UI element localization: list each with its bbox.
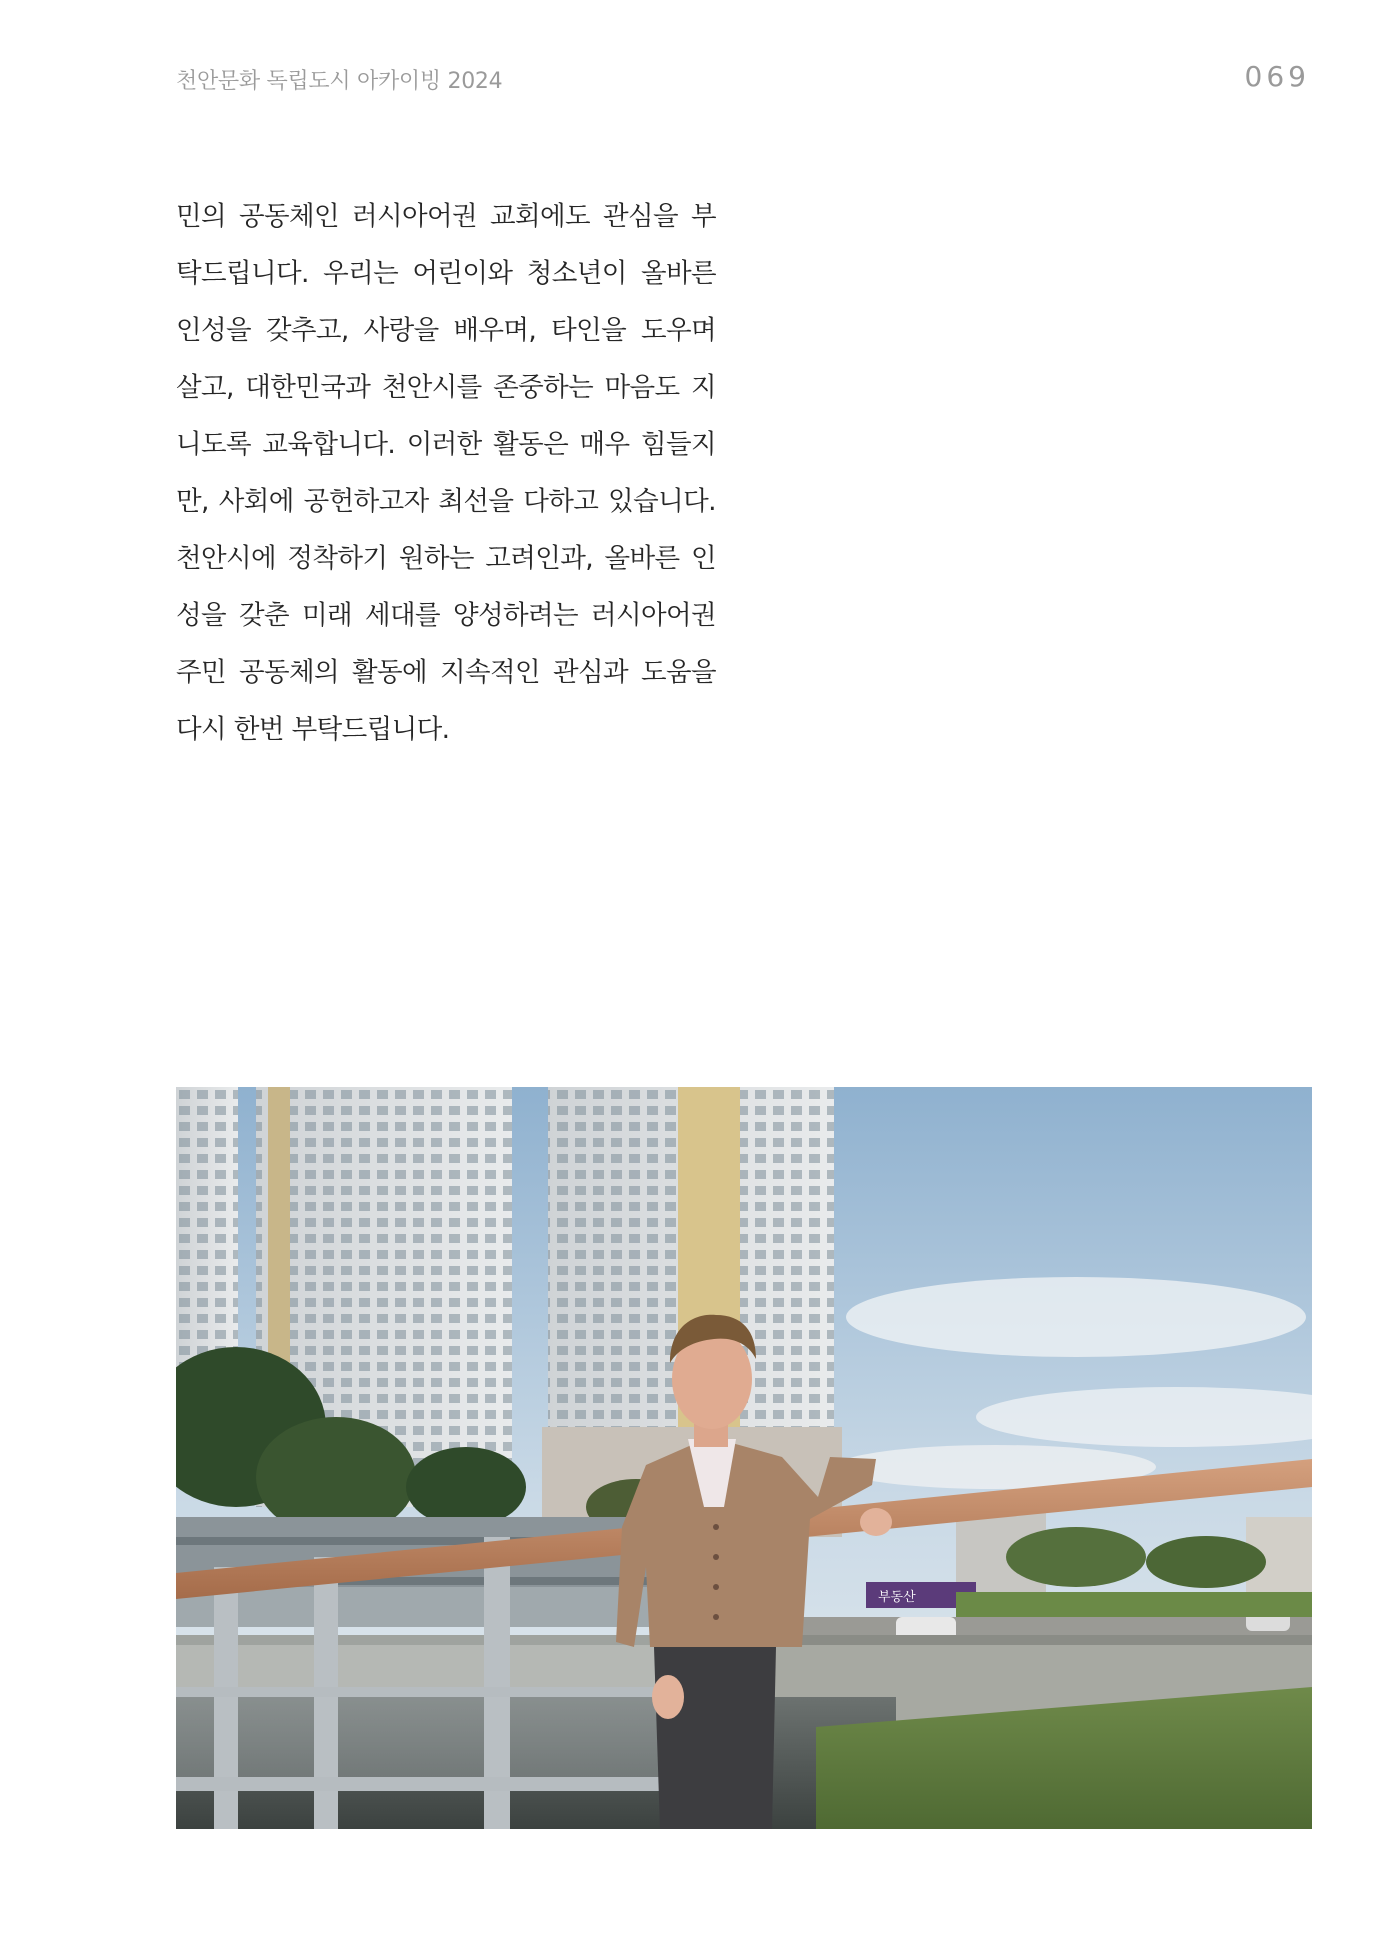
body-paragraph (176, 188, 716, 758)
portrait-photo (176, 1087, 1312, 1829)
fence-rail-middle (176, 1687, 696, 1697)
person-trousers (654, 1647, 776, 1829)
body-line: 탁드립니다. 우리는 어린이와 청소년이 올바른 (176, 258, 716, 289)
body-line: 만, 사회에 공헌하고자 최선을 다하고 있습니다. (176, 486, 716, 517)
page-number: 069 (1244, 60, 1310, 93)
shop-sign-label: 부동산 (878, 1590, 916, 1605)
grass-distant (956, 1592, 1312, 1617)
photo-illustration (176, 1087, 1312, 1829)
body-line: 니도록 교육합니다. 이러한 활동은 매우 힘들지 (176, 429, 716, 460)
running-header-title: 천안문화 독립도시 아카이빙 2024 (176, 69, 503, 94)
tree (1146, 1536, 1266, 1588)
body-line: 다시 한번 부탁드립니다. (176, 714, 450, 745)
body-line: 인성을 갖추고, 사랑을 배우며, 타인을 도우며 (176, 315, 716, 346)
cloud (846, 1277, 1306, 1357)
person-hand (860, 1508, 892, 1536)
fence-rail-lower (176, 1777, 696, 1791)
body-line: 주민 공동체의 활동에 지속적인 관심과 도움을 (176, 657, 716, 688)
body-line: 천안시에 정착하기 원하는 고려인과, 올바른 인 (176, 543, 716, 574)
body-line: 민의 공동체인 러시아어권 교회에도 관심을 부 (176, 201, 716, 232)
body-line: 성을 갖춘 미래 세대를 양성하려는 러시아어권 (176, 600, 716, 631)
tree (1006, 1527, 1146, 1587)
body-line: 살고, 대한민국과 천안시를 존중하는 마음도 지 (176, 372, 716, 403)
person-hand (652, 1675, 684, 1719)
tree (406, 1447, 526, 1527)
